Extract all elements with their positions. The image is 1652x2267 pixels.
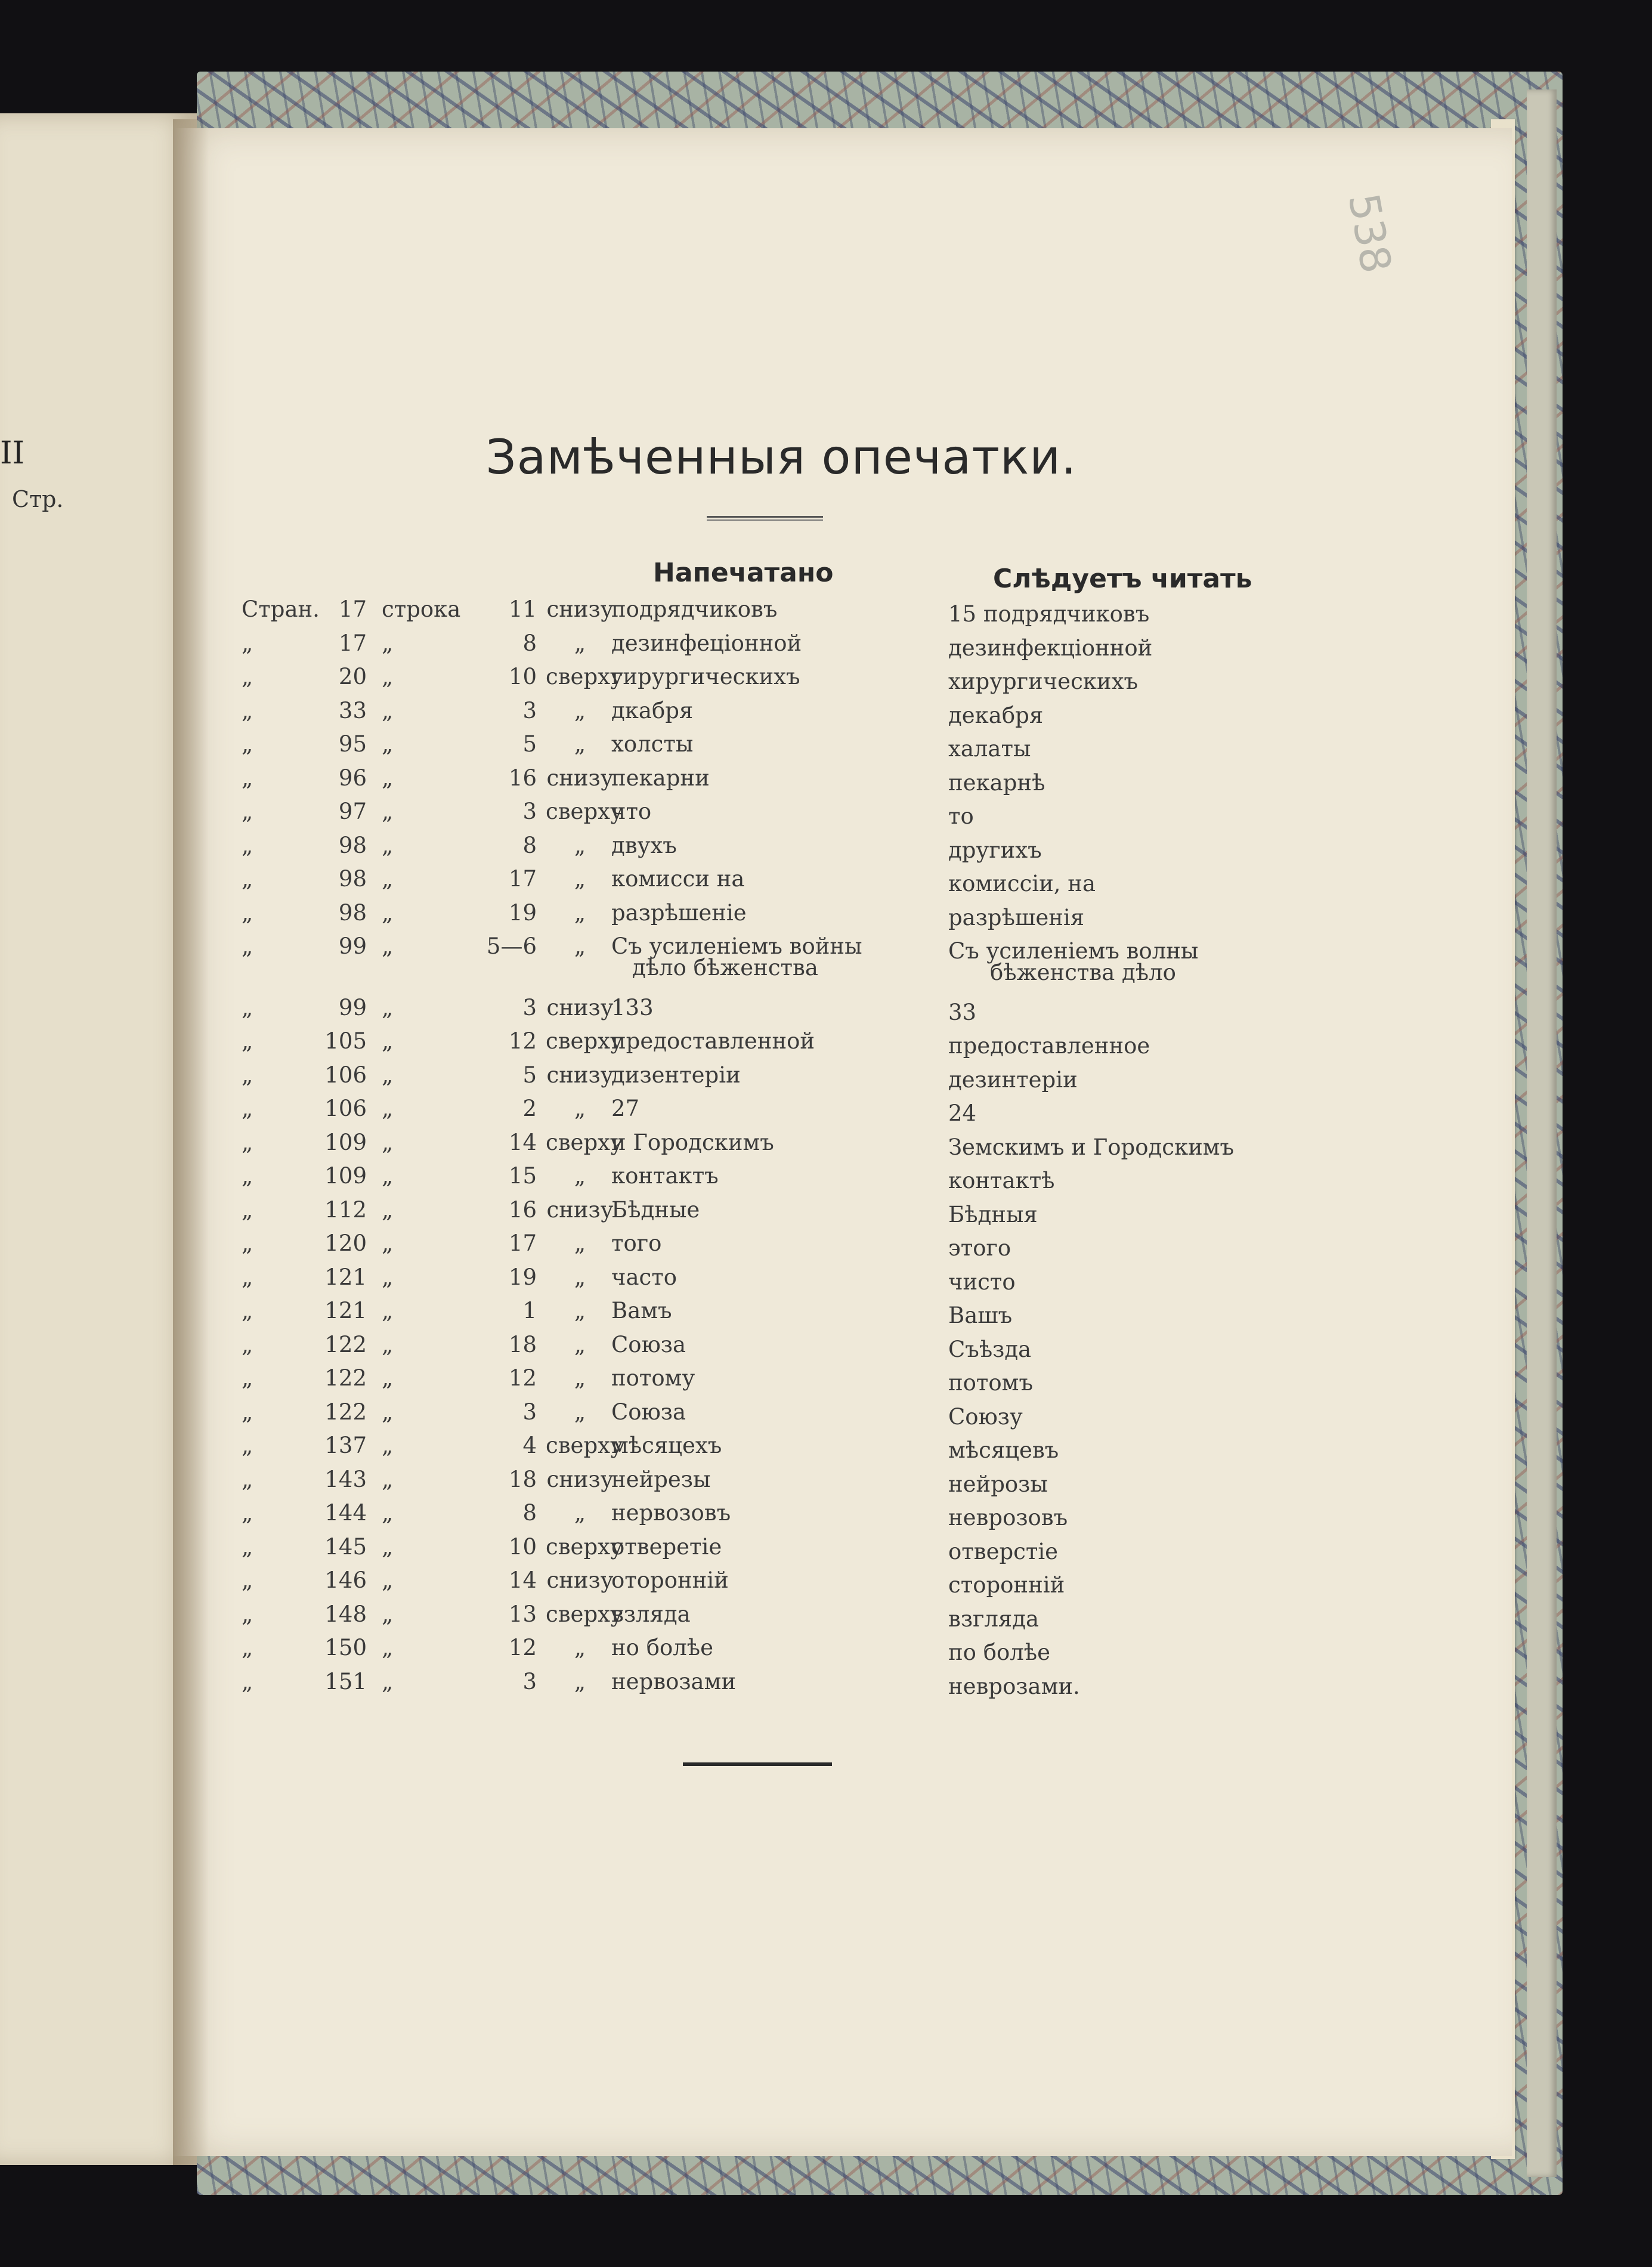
line-label: „ bbox=[382, 1399, 394, 1425]
row-label: „ bbox=[242, 1433, 253, 1458]
row-label: „ bbox=[242, 1668, 253, 1694]
printed-text: дизентеріи bbox=[611, 1062, 741, 1088]
page-number: 122 bbox=[324, 1331, 367, 1357]
page-number: 146 bbox=[324, 1567, 367, 1593]
row-label: „ bbox=[242, 1163, 253, 1189]
page-stack-edge bbox=[1527, 89, 1557, 2177]
page-number: 148 bbox=[324, 1601, 367, 1627]
direction: сверху bbox=[546, 1028, 623, 1054]
page-number: 109 bbox=[324, 1129, 367, 1155]
printed-text: что bbox=[611, 799, 652, 824]
direction: „ bbox=[574, 866, 586, 892]
correct-text: этого bbox=[948, 1235, 1011, 1261]
line-label: „ bbox=[382, 899, 394, 926]
printed-text: контактъ bbox=[611, 1163, 719, 1189]
correct-text: другихъ bbox=[948, 837, 1042, 863]
line-label: „ bbox=[382, 1196, 394, 1223]
line-number: 16 bbox=[508, 1196, 537, 1223]
row-label: „ bbox=[242, 1466, 253, 1492]
printed-text-continued: дѣло бѣженства bbox=[632, 955, 818, 981]
line-label: „ bbox=[382, 1163, 394, 1189]
line-number: 18 bbox=[508, 1466, 537, 1492]
line-label: „ bbox=[382, 765, 394, 791]
line-number: 19 bbox=[508, 899, 537, 926]
printed-text: отверетіе bbox=[611, 1533, 722, 1560]
row-label: „ bbox=[242, 765, 253, 791]
direction: „ bbox=[574, 731, 586, 757]
printed-text: 133 bbox=[611, 994, 654, 1020]
direction: снизу bbox=[546, 994, 614, 1020]
direction: снизу bbox=[546, 596, 614, 622]
page-number: 96 bbox=[338, 765, 367, 791]
correct-text: по болѣе bbox=[948, 1640, 1050, 1665]
line-number: 17 bbox=[508, 866, 537, 892]
line-label: „ bbox=[382, 1567, 394, 1593]
line-label: „ bbox=[382, 1365, 394, 1391]
line-label: „ bbox=[382, 1635, 394, 1660]
line-number: 3 bbox=[522, 1399, 537, 1425]
line-label: „ bbox=[382, 994, 394, 1020]
line-label: „ bbox=[382, 1331, 394, 1357]
correct-text: хирургическихъ bbox=[948, 669, 1138, 694]
row-label: „ bbox=[242, 1196, 253, 1223]
row-label: „ bbox=[242, 1028, 253, 1054]
direction: снизу bbox=[546, 1567, 614, 1593]
direction: снизу bbox=[546, 1062, 614, 1088]
page-number: 105 bbox=[324, 1028, 367, 1054]
title-rule bbox=[707, 516, 823, 521]
line-label: „ bbox=[382, 630, 394, 656]
printed-text: разрѣшеніе bbox=[611, 899, 747, 926]
line-label: „ bbox=[382, 832, 394, 858]
row-label: Стран. bbox=[242, 596, 320, 622]
direction: „ bbox=[574, 899, 586, 926]
page-number: 122 bbox=[324, 1365, 367, 1391]
page-number: 112 bbox=[324, 1196, 367, 1223]
line-number: 13 bbox=[508, 1601, 537, 1627]
direction: снизу bbox=[546, 1196, 614, 1223]
correct-text: потомъ bbox=[948, 1370, 1034, 1396]
page-number: 150 bbox=[324, 1635, 367, 1660]
correct-text: дезинфекціонной bbox=[948, 635, 1153, 661]
header-read: Слѣдуетъ читать bbox=[993, 564, 1252, 594]
printed-text: потому bbox=[611, 1365, 695, 1391]
line-number: 14 bbox=[508, 1567, 537, 1593]
row-label: „ bbox=[242, 832, 253, 858]
correct-text: 15 подрядчиковъ bbox=[948, 601, 1150, 627]
printed-text: Бѣдные bbox=[611, 1196, 700, 1223]
line-label: „ bbox=[382, 1601, 394, 1627]
row-label: „ bbox=[242, 731, 253, 757]
page-number: 98 bbox=[338, 866, 367, 892]
line-label: „ bbox=[382, 1433, 394, 1458]
page-number: 95 bbox=[338, 731, 367, 757]
printed-text: предоставленной bbox=[611, 1028, 815, 1054]
printed-text: Вамъ bbox=[611, 1298, 672, 1323]
correct-text: нейрозы bbox=[948, 1471, 1048, 1497]
direction: „ bbox=[574, 1264, 586, 1290]
line-number: 17 bbox=[508, 1230, 537, 1256]
direction: „ bbox=[574, 1668, 586, 1694]
page-number: 99 bbox=[338, 994, 367, 1020]
printed-text: и Городскимъ bbox=[611, 1129, 774, 1155]
closing-rule bbox=[683, 1762, 832, 1766]
page-number: 109 bbox=[324, 1163, 367, 1189]
line-label: „ bbox=[382, 866, 394, 892]
printed-text: пекарни bbox=[611, 765, 710, 791]
direction: снизу bbox=[546, 765, 614, 791]
correct-text: халаты bbox=[948, 736, 1031, 762]
direction: „ bbox=[574, 630, 586, 656]
line-number: 4 bbox=[522, 1433, 537, 1458]
page-column-label: Стр. bbox=[12, 486, 64, 512]
previous-page bbox=[0, 113, 197, 2165]
row-label: „ bbox=[242, 1533, 253, 1560]
correct-text: Съ усиленіемъ волны bbox=[948, 938, 1199, 964]
direction: „ bbox=[574, 1365, 586, 1391]
line-label: „ bbox=[382, 664, 394, 689]
direction: „ bbox=[574, 1331, 586, 1357]
row-label: „ bbox=[242, 1062, 253, 1088]
line-number: 3 bbox=[522, 1668, 537, 1694]
printed-text: Союза bbox=[611, 1331, 686, 1357]
row-label: „ bbox=[242, 1298, 253, 1323]
correct-text: Вашъ bbox=[948, 1303, 1013, 1328]
direction: сверху bbox=[546, 1129, 623, 1155]
line-number: 16 bbox=[508, 765, 537, 791]
line-number: 1 bbox=[522, 1298, 537, 1323]
correct-text: взгляда bbox=[948, 1606, 1040, 1632]
printed-text: часто bbox=[611, 1264, 677, 1290]
line-number: 10 bbox=[508, 664, 537, 689]
direction: „ bbox=[574, 1500, 586, 1526]
printed-text: Съ усиленіемъ войны bbox=[611, 933, 862, 959]
direction: „ bbox=[574, 1635, 586, 1660]
printed-text: 27 bbox=[611, 1096, 640, 1121]
printed-text: того bbox=[611, 1230, 662, 1256]
row-label: „ bbox=[242, 1331, 253, 1357]
printed-text: подрядчиковъ bbox=[611, 596, 778, 622]
printed-text: комисси на bbox=[611, 866, 745, 892]
page-number: 144 bbox=[324, 1500, 367, 1526]
row-label: „ bbox=[242, 933, 253, 959]
line-number: 12 bbox=[508, 1028, 537, 1054]
line-label: „ bbox=[382, 933, 394, 959]
line-label: „ bbox=[382, 799, 394, 824]
page-title: Замѣченныя опечатки. bbox=[485, 429, 1077, 485]
line-label: строка bbox=[382, 596, 461, 622]
correct-text: чисто bbox=[948, 1269, 1016, 1295]
correct-text: неврозами. bbox=[948, 1673, 1080, 1699]
direction: сверху bbox=[546, 799, 623, 824]
correct-text: Бѣдныя bbox=[948, 1201, 1038, 1227]
page-number: 17 bbox=[338, 630, 367, 656]
row-label: „ bbox=[242, 1096, 253, 1121]
correct-text: мѣсяцевъ bbox=[948, 1437, 1059, 1463]
direction: сверху bbox=[546, 664, 623, 689]
correct-text: сторонній bbox=[948, 1572, 1065, 1598]
pencil-mark: 538 bbox=[1338, 190, 1401, 277]
page-number: 120 bbox=[324, 1230, 367, 1256]
row-label: „ bbox=[242, 1635, 253, 1660]
direction: сверху bbox=[546, 1433, 623, 1458]
line-number: 15 bbox=[508, 1163, 537, 1189]
printed-text: нейрезы bbox=[611, 1466, 711, 1492]
line-number: 11 bbox=[508, 596, 537, 622]
printed-text: дезинфеціонной bbox=[611, 630, 802, 656]
direction: сверху bbox=[546, 1533, 623, 1560]
page-number: 121 bbox=[324, 1298, 367, 1323]
direction: „ bbox=[574, 1230, 586, 1256]
page-number: 122 bbox=[324, 1399, 367, 1425]
line-label: „ bbox=[382, 1028, 394, 1054]
row-label: „ bbox=[242, 630, 253, 656]
line-number: 5—6 bbox=[486, 933, 537, 959]
direction: „ bbox=[574, 1399, 586, 1425]
line-label: „ bbox=[382, 1096, 394, 1121]
direction: „ bbox=[574, 832, 586, 858]
direction: „ bbox=[574, 1163, 586, 1189]
printed-text: нервозами bbox=[611, 1668, 737, 1694]
printed-text: холсты bbox=[611, 731, 694, 757]
direction: „ bbox=[574, 933, 586, 959]
row-label: „ bbox=[242, 1500, 253, 1526]
header-printed: Напечатано bbox=[653, 558, 834, 588]
printed-text: мѣсяцехъ bbox=[611, 1433, 722, 1458]
correct-text: декабря bbox=[948, 702, 1044, 728]
roman-numeral: II bbox=[0, 435, 25, 471]
page-number: 137 bbox=[324, 1433, 367, 1458]
direction: „ bbox=[574, 697, 586, 723]
printed-text: Союза bbox=[611, 1399, 686, 1425]
page-number: 106 bbox=[324, 1096, 367, 1121]
correct-text: отверстіе bbox=[948, 1538, 1059, 1564]
page-number: 17 bbox=[338, 596, 367, 622]
correct-text: контактѣ bbox=[948, 1168, 1055, 1193]
printed-text: оторонній bbox=[611, 1567, 729, 1593]
printed-text: двухъ bbox=[611, 832, 677, 858]
page-number: 98 bbox=[338, 832, 367, 858]
page-number: 98 bbox=[338, 899, 367, 926]
printed-text: взляда bbox=[611, 1601, 691, 1627]
line-number: 3 bbox=[522, 994, 537, 1020]
direction: снизу bbox=[546, 1466, 614, 1492]
line-number: 2 bbox=[522, 1096, 537, 1121]
line-number: 8 bbox=[522, 630, 537, 656]
line-number: 18 bbox=[508, 1331, 537, 1357]
line-number: 8 bbox=[522, 1500, 537, 1526]
page-number: 145 bbox=[324, 1533, 367, 1560]
line-label: „ bbox=[382, 1062, 394, 1088]
page-number: 151 bbox=[324, 1668, 367, 1694]
printed-text: дкабря bbox=[611, 697, 694, 723]
line-label: „ bbox=[382, 1129, 394, 1155]
line-number: 19 bbox=[508, 1264, 537, 1290]
correct-text: комиссіи, на bbox=[948, 871, 1096, 896]
line-label: „ bbox=[382, 1230, 394, 1256]
page-number: 143 bbox=[324, 1466, 367, 1492]
line-number: 14 bbox=[508, 1129, 537, 1155]
row-label: „ bbox=[242, 1399, 253, 1425]
line-number: 10 bbox=[508, 1533, 537, 1560]
line-label: „ bbox=[382, 1533, 394, 1560]
correct-text: Союзу bbox=[948, 1403, 1023, 1430]
row-label: „ bbox=[242, 866, 253, 892]
row-label: „ bbox=[242, 1567, 253, 1593]
line-label: „ bbox=[382, 697, 394, 723]
line-number: 3 bbox=[522, 697, 537, 723]
row-label: „ bbox=[242, 994, 253, 1020]
page-number: 97 bbox=[338, 799, 367, 824]
line-number: 5 bbox=[522, 731, 537, 757]
line-label: „ bbox=[382, 1500, 394, 1526]
direction: сверху bbox=[546, 1601, 623, 1627]
printed-text: но болѣе bbox=[611, 1635, 713, 1660]
line-number: 8 bbox=[522, 832, 537, 858]
line-label: „ bbox=[382, 1264, 394, 1290]
page-number: 121 bbox=[324, 1264, 367, 1290]
row-label: „ bbox=[242, 1365, 253, 1391]
row-label: „ bbox=[242, 1230, 253, 1256]
line-number: 12 bbox=[508, 1635, 537, 1660]
correct-text: Съѣзда bbox=[948, 1336, 1032, 1362]
page-number: 20 bbox=[338, 664, 367, 689]
direction: „ bbox=[574, 1096, 586, 1121]
correct-text: разрѣшенія bbox=[948, 904, 1085, 930]
direction: „ bbox=[574, 1298, 586, 1323]
correct-text: 33 bbox=[948, 999, 977, 1025]
row-label: „ bbox=[242, 697, 253, 723]
printed-text: гирургическихъ bbox=[611, 664, 800, 689]
line-number: 3 bbox=[522, 799, 537, 824]
line-number: 12 bbox=[508, 1365, 537, 1391]
correct-text-continued: бѣженства дѣло bbox=[990, 960, 1176, 985]
page-number: 106 bbox=[324, 1062, 367, 1088]
correct-text: Земскимъ и Городскимъ bbox=[948, 1134, 1235, 1160]
correct-text: пекарнѣ bbox=[948, 769, 1045, 796]
correct-text: 24 bbox=[948, 1100, 977, 1126]
line-label: „ bbox=[382, 1298, 394, 1323]
line-label: „ bbox=[382, 1668, 394, 1694]
page-gutter bbox=[173, 119, 209, 2165]
line-label: „ bbox=[382, 1466, 394, 1492]
correct-text: то bbox=[948, 803, 974, 829]
row-label: „ bbox=[242, 1129, 253, 1155]
correct-text: неврозовъ bbox=[948, 1505, 1068, 1530]
row-label: „ bbox=[242, 664, 253, 689]
row-label: „ bbox=[242, 899, 253, 926]
printed-text: нервозовъ bbox=[611, 1500, 731, 1526]
row-label: „ bbox=[242, 1601, 253, 1627]
correct-text: предоставленное bbox=[948, 1033, 1150, 1059]
line-label: „ bbox=[382, 731, 394, 757]
correct-text: дезинтеріи bbox=[948, 1066, 1078, 1093]
page-number: 99 bbox=[338, 933, 367, 959]
row-label: „ bbox=[242, 799, 253, 824]
page-number: 33 bbox=[338, 697, 367, 723]
row-label: „ bbox=[242, 1264, 253, 1290]
line-number: 5 bbox=[522, 1062, 537, 1088]
